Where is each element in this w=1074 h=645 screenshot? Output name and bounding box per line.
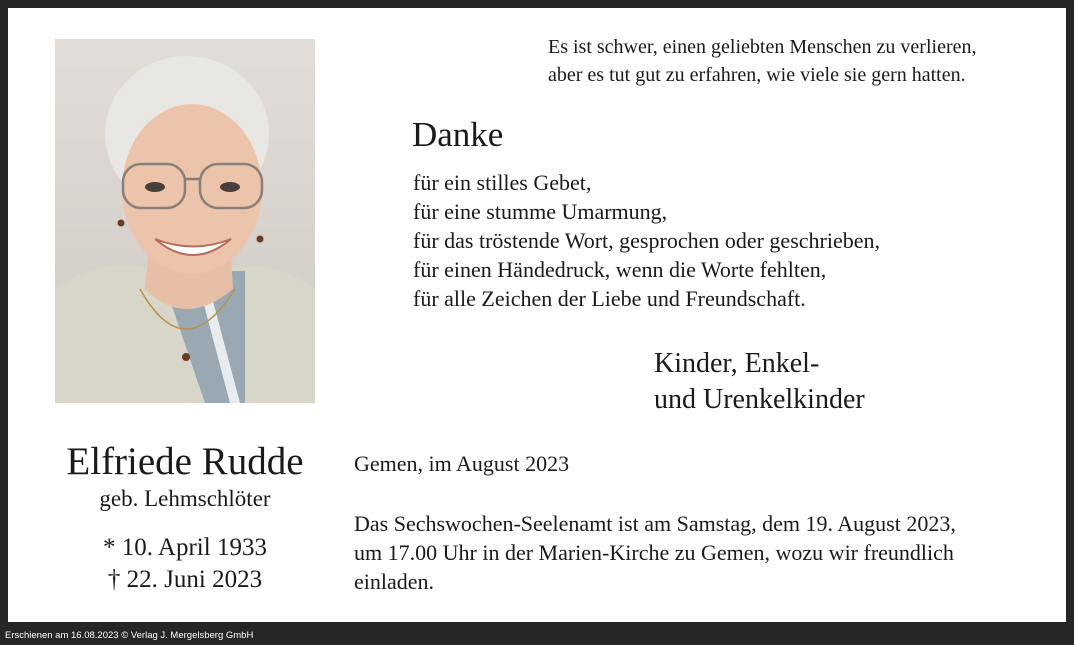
thanks-line: für einen Händedruck, wenn die Worte fehlten,: [413, 257, 827, 282]
thanks-line: für das tröstende Wort, gesprochen oder geschrieben,: [413, 228, 880, 253]
death-date: † 22. Juni 2023: [107, 566, 263, 593]
quote-line: Es ist schwer, einen geliebten Menschen zu verlieren,: [548, 36, 977, 58]
notice-line: Das Sechswochen-Seelenamt ist am Samstag, dem 19. August 2023,: [354, 511, 956, 536]
memorial-notice: [354, 509, 956, 596]
thanks-heading: Danke: [412, 115, 504, 154]
life-dates: [55, 532, 315, 596]
thanks-line: für eine stumme Umarmung,: [413, 199, 668, 224]
portrait-photo: [55, 39, 315, 403]
family-signature: [654, 346, 865, 418]
quote-line: aber es tut gut zu erfahren, wie viele sie gern hatten.: [548, 64, 966, 86]
birth-date: * 10. April 1933: [103, 534, 267, 561]
family-line: und Urenkelkinder: [654, 384, 865, 415]
quote: [548, 33, 977, 89]
thanks-list: [413, 168, 880, 313]
deceased-name: Elfriede Rudde: [66, 440, 304, 483]
notice-line: um 17.00 Uhr in der Marien-Kirche zu Gemen, wozu wir freundlich: [354, 540, 954, 565]
obituary-card: [8, 8, 1066, 622]
thanks-line: für ein stilles Gebet,: [413, 170, 592, 195]
notice-line: einladen.: [354, 569, 435, 594]
family-line: Kinder, Enkel-: [654, 348, 820, 379]
place-date: Gemen, im August 2023: [354, 451, 570, 476]
thanks-line: für alle Zeichen der Liebe und Freundschaft.: [413, 286, 806, 311]
publication-footer: Erschienen am 16.08.2023 © Verlag J. Mergelsberg GmbH: [5, 630, 254, 641]
birth-name: geb. Lehmschlöter: [99, 486, 271, 511]
